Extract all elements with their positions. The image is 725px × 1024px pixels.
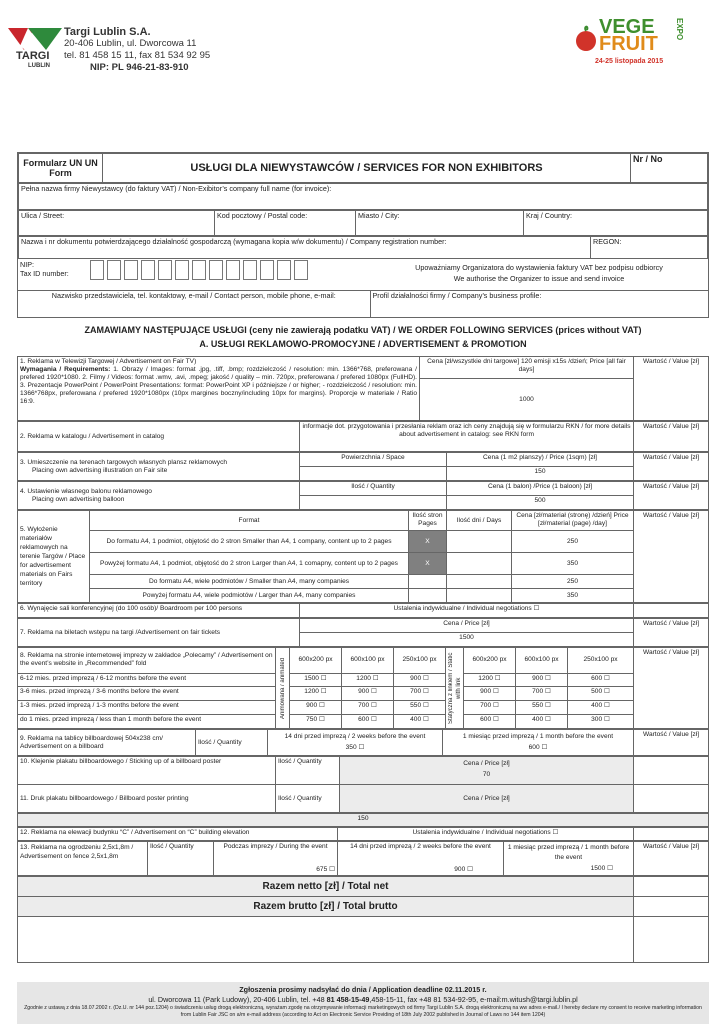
service-5-pages-b: X <box>409 553 447 575</box>
service-8-price-2-3[interactable]: 700 ☐ <box>394 687 446 701</box>
service-8-title: 8. Reklama na stronie internetowej imprezy w zakładce „Polecamy” / Advertisement on the event’s website in „Recommended” fold <box>18 648 276 674</box>
company-phone: tel. 81 458 15 11, fax 81 534 92 95 <box>64 50 211 61</box>
service-8-price-1-5[interactable]: 900 ☐ <box>516 673 568 687</box>
form-code: Formularz UN UN Form <box>19 154 103 183</box>
service-1-price: 1000 <box>420 379 634 421</box>
footer <box>17 982 709 1024</box>
form-nr[interactable]: Nr / No <box>631 154 708 183</box>
service-8-price-2-2[interactable]: 900 ☐ <box>342 687 394 701</box>
street-field[interactable]: Ulica / Street: <box>19 211 215 236</box>
service-6-value[interactable] <box>634 604 709 618</box>
service-7-price: 1500 <box>300 633 634 647</box>
service-2-info: informacje dot. przygotowania i przesłania reklam oraz ich ceny znajdują się w formularzu RKN / for more details about advertisement in catalog: see RKN form <box>300 422 634 452</box>
company-name: Targi Lublin S.A. <box>64 26 151 38</box>
service-3-space-label: Powierzchnia / Space <box>300 453 447 467</box>
service-8-price-4-6[interactable]: 300 ☐ <box>568 715 634 729</box>
service-5-days-a-input[interactable] <box>447 531 512 553</box>
service-5-option-a: Do formatu A4, 1 podmiot, objętość do 2 stron Smaller than A4, 1 company, content up to 2 pages <box>90 531 409 553</box>
service-13-value[interactable]: Wartość / Value [zł] <box>634 842 709 876</box>
service-8-price-2-5[interactable]: 700 ☐ <box>516 687 568 701</box>
authorize-text-pl: Upoważniamy Organizatora do wystawienia faktury VAT bez podpisu odbiorcy <box>415 263 663 272</box>
service-13-price-2[interactable]: 900 ☐ <box>454 866 473 873</box>
total-gross-value[interactable] <box>634 897 709 917</box>
footer-deadline: Zgłoszenia prosimy nadsyłać do dnia / Application deadline 02.11.2015 r. <box>239 985 487 994</box>
service-1-title: 1. Reklama w Telewizji Targowej / Advertisement on Fair TV) <box>20 358 197 365</box>
service-3-price: 150 <box>447 467 634 481</box>
service-7-value[interactable]: Wartość / Value [zł] <box>634 619 709 647</box>
service-5-pages-label: Ilość stron Pages <box>409 511 447 531</box>
service-8-price-2-1[interactable]: 1200 ☐ <box>290 687 342 701</box>
service-5-days-c-input[interactable] <box>447 575 512 589</box>
service-12-value[interactable] <box>634 828 709 841</box>
expo-logo-line1: VEGE <box>599 16 655 38</box>
service-3-price-label: Cena (1 m2 planszy) / Price (1sqm) [zł] <box>447 453 634 467</box>
service-8-price-3-6[interactable]: 400 ☐ <box>568 701 634 715</box>
service-8-price-3-2[interactable]: 700 ☐ <box>342 701 394 715</box>
service-5-pages-d-input[interactable] <box>409 589 447 603</box>
service-5-price-b: 350 <box>512 553 634 575</box>
service-8-price-2-4[interactable]: 900 ☐ <box>464 687 516 701</box>
service-8-price-1-3[interactable]: 900 ☐ <box>394 673 446 687</box>
service-4-title: 4. Ustawienie własnego balonu reklamowego <box>20 487 152 495</box>
service-8-price-4-1[interactable]: 750 ☐ <box>290 715 342 729</box>
service-11-qty-label: Ilość / Quantity <box>276 785 340 813</box>
company-header <box>64 26 210 74</box>
service-8-price-4-2[interactable]: 600 ☐ <box>342 715 394 729</box>
service-12-price[interactable]: Ustalenia indywidualne / Individual negotiations ☐ <box>338 828 634 841</box>
service-12-title: 12. Reklama na elewacji budynku “C” / Advertisement on “C” building elevation <box>18 828 338 841</box>
service-9-option-b: 1 miesiąc przed imprezą / 1 month before the event <box>462 733 614 740</box>
targi-lublin-logo <box>8 28 64 74</box>
service-1-value[interactable]: Wartość / Value [zł] <box>634 357 709 421</box>
service-8-period-2: 3-6 mies. przed imprezą / 3-6 months before the event <box>18 687 276 701</box>
service-8-price-4-3[interactable]: 400 ☐ <box>394 715 446 729</box>
service-10-price: 70 <box>482 771 491 778</box>
service-8-period-4: do 1 mies. przed imprezą / less than 1 month before the event <box>18 715 276 729</box>
stamp-area[interactable] <box>634 917 709 963</box>
service-8-price-3-5[interactable]: 550 ☐ <box>516 701 568 715</box>
service-9-option-a: 14 dni przed imprezą / 2 weeks before the event <box>284 733 426 740</box>
service-4-subtitle: Placing own advertising balloon <box>32 495 125 503</box>
service-8-price-1-6[interactable]: 600 ☐ <box>568 673 634 687</box>
service-4-price-label: Cena (1 balon) /Price (1 baloon) [zł] <box>447 482 634 496</box>
service-5-pages-c-input[interactable] <box>409 575 447 589</box>
service-2-value[interactable]: Wartość / Value [zł] <box>634 422 709 452</box>
service-4-qty-input[interactable] <box>300 496 447 510</box>
footer-contact-address: ul. Dworcowa 11 (Park Ludowy), 20-406 Lublin, tel. +48 <box>148 995 327 1004</box>
total-net-label: Razem netto [zł] / Total net <box>18 877 634 897</box>
service-8-value[interactable]: Wartość / Value [zł] <box>634 648 709 729</box>
service-9-title: 9. Reklama na tablicy billboardowej 504x238 cm/ Advertisement on a billboard <box>18 730 196 756</box>
footer-contact-rest: ,458-15-11, fax +48 81 534-92-95, e-mail:m.witush@targi.lublin.pl <box>369 995 578 1004</box>
nip-label: NIP: <box>20 260 34 269</box>
service-8-period-1: 6-12 mies. przed imprezą / 6-12 months before the event <box>18 673 276 687</box>
service-8-animated-label: Animowana / animated <box>279 657 286 719</box>
service-6-title: 6. Wynajęcie sali konferencyjnej (do 100 osób)/ Boardroom per 100 persons <box>18 604 300 618</box>
expo-logo-side: EXPO <box>675 18 684 41</box>
service-1-req-label: Wymagania / Requirements: <box>20 366 111 373</box>
service-1-requirements: 1. Obrazy / Images: format .jpg, .tiff, .bmp; rozdzielczość / resolution: min. 1366*768, preferowana / prefered 1920*1080. 2. Filmy / Videos: format .wmv, .avi, .mpeg; jakość / quality – min. 720px, preferowana / prefered 1080px (FullHD). 3. Prezentacje PowerPoint / PowerPoint Presentations: format: PowerPoint XP i późniejsze / or higher; - rozdzielczość / resolution: min. 1366*768px, preferowana / prefered 1920*1080px (10px margines boczny/including 10px for margins). Proporcje w materiale / Ratio 16:9. <box>20 366 417 405</box>
service-8-price-3-4[interactable]: 700 ☐ <box>464 701 516 715</box>
service-5-option-b: Powyżej formatu A4, 1 podmiot, objętość do 2 stron Larger than A4, 1 comapny, content up to 2 pages <box>90 553 409 575</box>
company-address: 20-406 Lublin, ul. Dworcowa 11 <box>64 38 197 49</box>
form-title: USŁUGI DLA NIEWYSTAWCÓW / SERVICES FOR NON EXHIBITORS <box>103 154 631 183</box>
service-5-price-label: Cena [zł/materiał (stronę) /dzień] Price [zł/material (page) /day] <box>512 511 634 531</box>
signature-area[interactable] <box>18 917 634 963</box>
regon-field[interactable]: REGON: <box>591 237 708 259</box>
service-3-value[interactable]: Wartość / Value [zł] <box>634 453 709 481</box>
service-5-days-d-input[interactable] <box>447 589 512 603</box>
service-10-price-label: Cena / Price [zł] <box>463 760 510 767</box>
service-5-price-c: 250 <box>512 575 634 589</box>
total-gross-label: Razem brutto [zł] / Total brutto <box>18 897 634 917</box>
service-5-option-d: Powyżej formatu A4, wiele podmiotów / Larger than A4, many companies <box>90 589 409 603</box>
service-5-days-b-input[interactable] <box>447 553 512 575</box>
footer-contact-phone: 81 458-15-49 <box>326 995 370 1004</box>
service-10-value[interactable] <box>634 757 709 785</box>
service-10-title: 10. Klejenie plakatu billboardowego / Sticking up of a billboard poster <box>20 758 222 765</box>
service-13-option-a: 14 dni przed imprezą / 2 weeks before the event <box>350 843 491 850</box>
service-9-qty-label: Ilość / Quantity <box>196 730 268 756</box>
service-11-price-label: Cena / Price [zł] <box>463 795 510 802</box>
service-1-price-label: Cena [zł/wszystkie dni targowe] 120 emisji x15s /dzień; Price [all fair days] <box>420 357 634 379</box>
logo-text: TARGI <box>16 50 50 62</box>
service-13-title: 13. Reklama na ogrodzeniu 2,5x1,8m / Advertisement on fence 2,5x1,8m <box>18 842 148 876</box>
service-8-price-4-5[interactable]: 400 ☐ <box>516 715 568 729</box>
section-a-heading: A. USŁUGI REKLAMOWO-PROMOCYJNE / ADVERTISEMENT & PROMOTION <box>199 339 527 349</box>
service-5-price-a: 250 <box>512 531 634 553</box>
service-8-price-4-4[interactable]: 600 ☐ <box>464 715 516 729</box>
total-net-value[interactable] <box>634 877 709 897</box>
business-profile-field[interactable]: Profil działalności firmy / Company’s business profile: <box>370 291 708 317</box>
service-3-subtitle: Placing own advertising illustration on Fair site <box>32 466 168 474</box>
service-9-value[interactable]: Wartość / Value [zł] <box>634 730 709 756</box>
service-8-price-3-1[interactable]: 900 ☐ <box>290 701 342 715</box>
order-heading: ZAMAWIAMY NASTĘPUJĄCE USŁUGI (ceny nie zawierają podatku VAT) / WE ORDER FOLLOWING SERVICES (prices without VAT) <box>84 325 642 335</box>
service-8-size-5: 600x100 px <box>516 648 568 674</box>
company-nip: NIP: PL 946-21-83-910 <box>90 62 189 73</box>
service-11-value[interactable] <box>634 785 709 813</box>
service-5-value[interactable]: Wartość / Value [zł] <box>634 511 709 603</box>
service-8-price-2-6[interactable]: 500 ☐ <box>568 687 634 701</box>
service-13-option-during: Podczas imprezy / During the event <box>223 843 328 850</box>
expo-logo-line2: FRUIT <box>599 33 658 55</box>
service-11-title: 11. Druk plakatu billboardowego / Billboard poster printing <box>18 785 276 813</box>
service-8-static-label: Statyczna z linkiem / Static with link <box>447 652 462 724</box>
service-8-price-1-4[interactable]: 1200 ☐ <box>464 673 516 687</box>
service-8-price-3-3[interactable]: 550 ☐ <box>394 701 446 715</box>
service-3-title: 3. Umieszczenie na terenach targowych własnych plansz reklamowych <box>20 458 228 466</box>
service-8-size-3: 250x100 px <box>394 648 446 674</box>
logo-subtext: LUBLIN <box>28 63 50 69</box>
service-13-qty-label: Ilość / Quantity <box>148 842 214 876</box>
nip-input-boxes[interactable] <box>90 260 311 282</box>
service-8-size-2: 600x100 px <box>342 648 394 674</box>
service-9-price-a[interactable]: 350 ☐ <box>345 744 365 751</box>
service-5-price-d: 350 <box>512 589 634 603</box>
service-11-price: 150 <box>18 814 709 827</box>
service-3-space-input[interactable] <box>300 467 447 481</box>
service-5-format-label: Format <box>90 511 409 531</box>
service-5-title: 5. Wyłożenie materiałów reklamowych na terenie Targów / Place for advertisement materials on Fairs territory <box>18 511 90 603</box>
service-2-title: 2. Reklama w katalogu / Advertisement in catalog <box>18 422 300 452</box>
authorize-text-en: We authorise the Organizer to issue and send invoice <box>453 274 625 283</box>
country-field[interactable]: Kraj / Country: <box>524 211 708 236</box>
company-data-form <box>17 152 709 318</box>
service-5-days-label: Ilość dni / Days <box>447 511 512 531</box>
service-13-price-1[interactable]: 675 ☐ <box>316 866 335 873</box>
contact-person-field[interactable]: Nazwisko przedstawiciela, tel. kontaktowy, e-mail / Contact person, mobile phone, e-mail: <box>18 291 370 317</box>
service-4-price: 500 <box>447 496 634 510</box>
service-13-price-3[interactable]: 1500 ☐ <box>590 865 613 872</box>
service-8-price-1-1[interactable]: 1500 ☐ <box>290 673 342 687</box>
city-field[interactable]: Miasto / City: <box>356 211 524 236</box>
service-7-price-label: Cena / Price [zł] <box>300 619 634 633</box>
expo-dates: 24-25 listopada 2015 <box>595 58 664 65</box>
service-10-qty-label: Ilość / Quantity <box>276 757 340 785</box>
service-4-value[interactable]: Wartość / Value [zł] <box>634 482 709 510</box>
service-5-option-c: Do formatu A4, wiele podmiotów / Smaller than A4, many companies <box>90 575 409 589</box>
services-table <box>17 356 709 963</box>
service-5-pages-a: X <box>409 531 447 553</box>
footer-legal: Zgodnie z ustawą z dnia 18.07.2002 r. (Dz.U. nr 144 poz.1204) o świadczeniu usług drogą elektroniczną, wyrażam zgodę na otrzymywanie informacji marketingowych od firmy Targi Lublin S.A. drogą elektroniczną na ww adres e-mail./ I hereby declare my consent to receive marketing information from Lublin Fair JSC on a/m e-mail address (according to Act on Electronic Service Providing of 18th July 2002 published in Journal of Laws no 144 item 1204) <box>24 1005 702 1018</box>
service-8-price-1-2[interactable]: 1200 ☐ <box>342 673 394 687</box>
full-name-field[interactable]: Pełna nazwa firmy Niewystawcy (do faktury VAT) / Non-Exibitor’s company full name (for invoice): <box>19 184 708 210</box>
vegefruit-expo-logo <box>575 18 695 68</box>
service-7-title: 7. Reklama na biletach wstępu na targi /Advertisement on fair tickets <box>18 619 300 647</box>
service-8-size-4: 600x200 px <box>464 648 516 674</box>
service-9-price-b[interactable]: 600 ☐ <box>528 744 548 751</box>
footer-contact <box>17 995 709 1005</box>
service-8-size-1: 600x200 px <box>290 648 342 674</box>
postal-code-field[interactable]: Kod pocztowy / Postal code: <box>215 211 356 236</box>
service-4-qty-label: Ilość / Quantity <box>300 482 447 496</box>
registration-field[interactable]: Nazwa i nr dokumentu potwierdzającego działalność gospodarczą (wymagana kopia w/w dokumentu) / Company registration number: <box>19 237 591 259</box>
service-13-option-b: 1 miesiąc przed imprezą / 1 month before the event <box>507 844 630 861</box>
service-6-price[interactable]: Ustalenia indywidualne / Individual negotiations ☐ <box>300 604 634 618</box>
service-8-period-3: 1-3 mies. przed imprezą / 1-3 months before the event <box>18 701 276 715</box>
service-8-size-6: 250x100 px <box>568 648 634 674</box>
tax-id-label: Tax ID number: <box>20 269 69 278</box>
